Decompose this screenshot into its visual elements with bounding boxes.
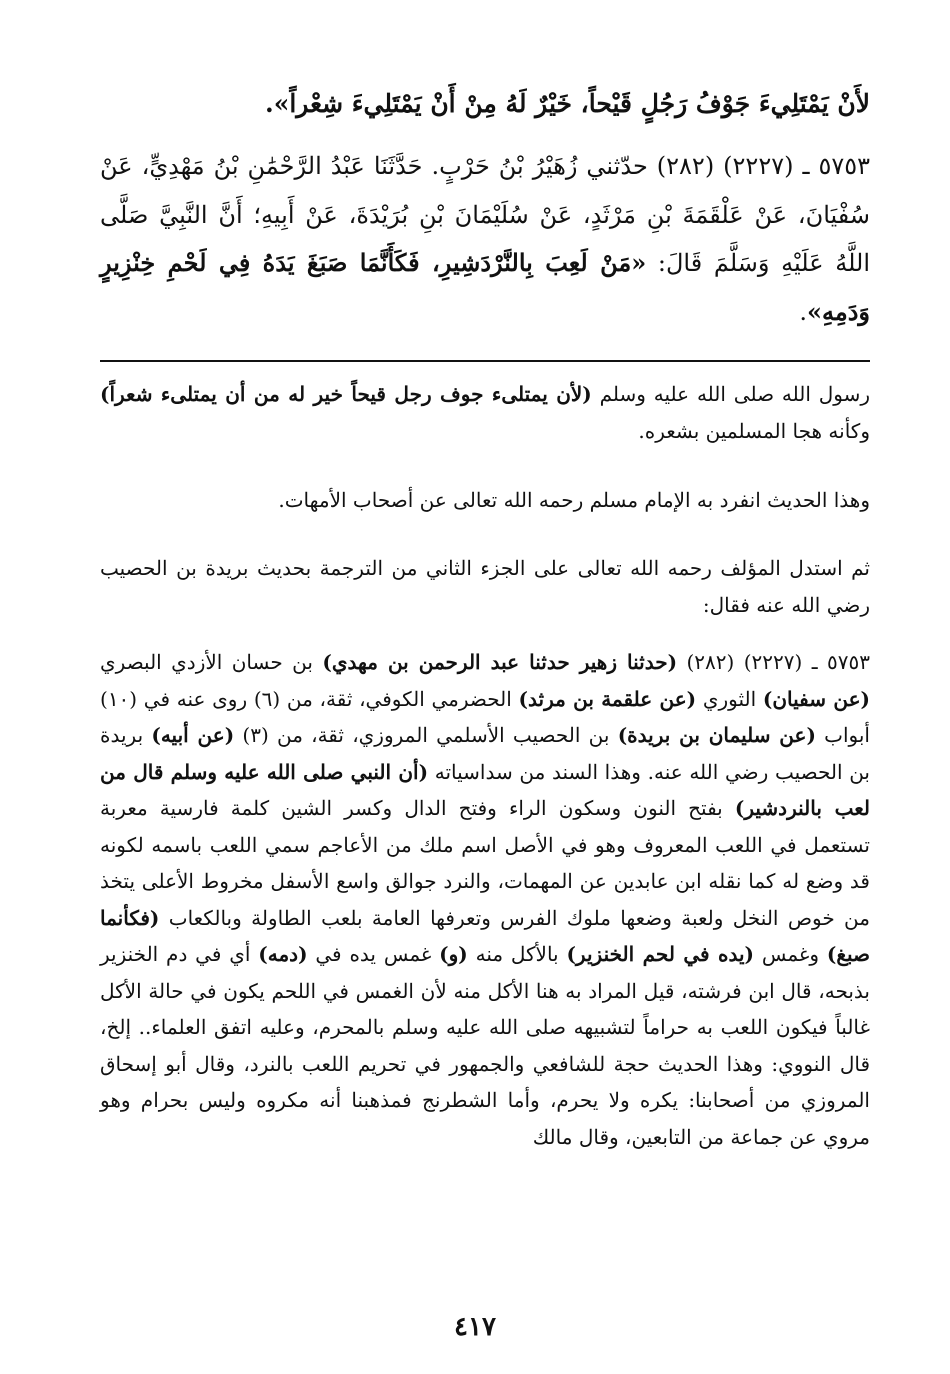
commentary-quote: (لأن يمتلىء جوف رجل قيحاً خير له من أن يمتلىء شعراً) — [100, 382, 592, 406]
commentary-text: بن حسان الأزدي البصري — [100, 650, 323, 674]
commentary-text: رسول الله صلى الله عليه وسلم — [591, 382, 870, 406]
commentary-quote: (عن أبيه) — [151, 723, 235, 747]
commentary-paragraph-4 — [100, 644, 870, 1155]
commentary-text: بريدة بن الحصيب رضي الله عنه. وهذا السند من سداسياته — [100, 723, 870, 784]
commentary-quote: (و) — [439, 942, 468, 966]
commentary-text: الثوري — [696, 686, 763, 711]
hadith-matn: «مَنْ لَعِبَ بِالنَّرْدَشِيرِ، فَكَأَنَّمَا صَبَغَ يَدَهُ فِي لَحْمِ خِنْزِيرٍ وَدَمِهِ» — [100, 248, 870, 326]
commentary-text: بن الحصيب الأسلمي المروزي، ثقة، من (٣) — [234, 723, 618, 747]
commentary-text: غمس يده في — [307, 942, 440, 966]
commentary-text: ٥٧٥٣ ـ (٢٢٢٧) (٢٨٢) — [677, 650, 870, 674]
commentary-paragraph-2: وهذا الحديث انفرد به الإمام مسلم رحمه الله تعالى عن أصحاب الأمهات. — [278, 488, 870, 512]
commentary-paragraph-3: ثم استدل المؤلف رحمه الله تعالى على الجزء الثاني من الترجمة بحديث بريدة بن الحصيب رضي الله عنه فقال: — [100, 556, 870, 617]
commentary-text: وغمس — [754, 942, 827, 966]
commentary-text: وكأنه هجا المسلمين بشعره. — [638, 418, 870, 443]
page-number: ٤١٧ — [454, 1312, 496, 1342]
section-divider — [100, 360, 870, 362]
hadith-isnad: ٥٧٥٣ ـ (٢٢٢٧) (٢٨٢) حدّثني زُهَيْرُ بْنُ حَرْبٍ. حَدَّثَنَا عَبْدُ الرَّحْمَٰنِ بْنُ مَهْدِيٍّ، عَنْ سُفْيَانَ، عَنْ عَلْقَمَةَ بْنِ مَرْثَدٍ، عَنْ سُلَيْمَانَ بْنِ بُرَيْدَةَ، عَنْ أَبِيهِ؛ أَنَّ النَّبِيَّ صَلَّى اللَّهُ عَلَيْهِ وَسَلَّمَ قَالَ: — [100, 152, 871, 277]
commentary-quote: (يده في لحم الخنزير) — [566, 942, 755, 966]
commentary-paragraph-1 — [100, 376, 870, 449]
commentary-quote: (عن سليمان بن بريدة) — [617, 723, 816, 747]
commentary-text: الحضرمي الكوفي، ثقة، من (٦) روى عنه في (١٠) أبواب — [100, 686, 870, 747]
commentary-text: بفتح النون وسكون الراء وفتح الدال وكسر الشين كلمة فارسية معربة تستعمل في اللعب المعروف وهو في الأصل اسم ملك من الأعاجم سمي اللعب باسمه لكونه قد وضع له كما نقله ابن عابدين عن المهمات، والنرد جوالق واسع الأسفل مخروط الأعلى يتخذ من خوص النخل ولعبة وضعها ملوك الفرس وتعرفها العامة بلعب الطاولة وبالكعاب — [100, 796, 870, 930]
commentary-quote: (عن سفيان) — [762, 686, 870, 711]
commentary-quote: (أن النبي صلى الله عليه وسلم قال من لعب بالنردشير) — [100, 759, 870, 820]
hadith-end-mark: . — [799, 297, 807, 326]
commentary-quote: (دمه) — [258, 942, 308, 966]
commentary-quote: (حدثنا زهير حدثنا عبد الرحمن بن مهدي) — [322, 650, 678, 674]
hadith-text-continuation: لأَنْ يَمْتَلِيءَ جَوْفُ رَجُلٍ قَيْحاً، خَيْرٌ لَهُ مِنْ أَنْ يَمْتَلِيءَ شِعْراً». — [265, 89, 870, 118]
commentary-quote: (فكأنما صبغ) — [100, 905, 870, 966]
hadith-text — [100, 142, 870, 336]
commentary-text: أي في دم الخنزير بذبحه، قال ابن فرشته، قيل المراد به هنا الأكل منه لأن الغمس في اللحم يكون في حالة الأكل غالباً فيكون اللعب به حراماً لتشبيهه صلى الله عليه وسلم بالمحرم، وعليه اتفق العلماء.. إلخ، قال النووي: وهذا الحديث حجة للشافعي والجمهور في تحريم اللعب بالنرد، وقال أبو إسحاق المروزي من أصحابنا: يكره ولا يحرم، وأما الشطرنج فمذهبنا أنه مكروه وليس بحرام وهو مروي عن جماعة من التابعين، وقال مالك — [100, 942, 871, 1149]
commentary-quote: (عن علقمة بن مرثد) — [518, 686, 697, 711]
commentary-text: بالأكل منه — [467, 942, 567, 966]
